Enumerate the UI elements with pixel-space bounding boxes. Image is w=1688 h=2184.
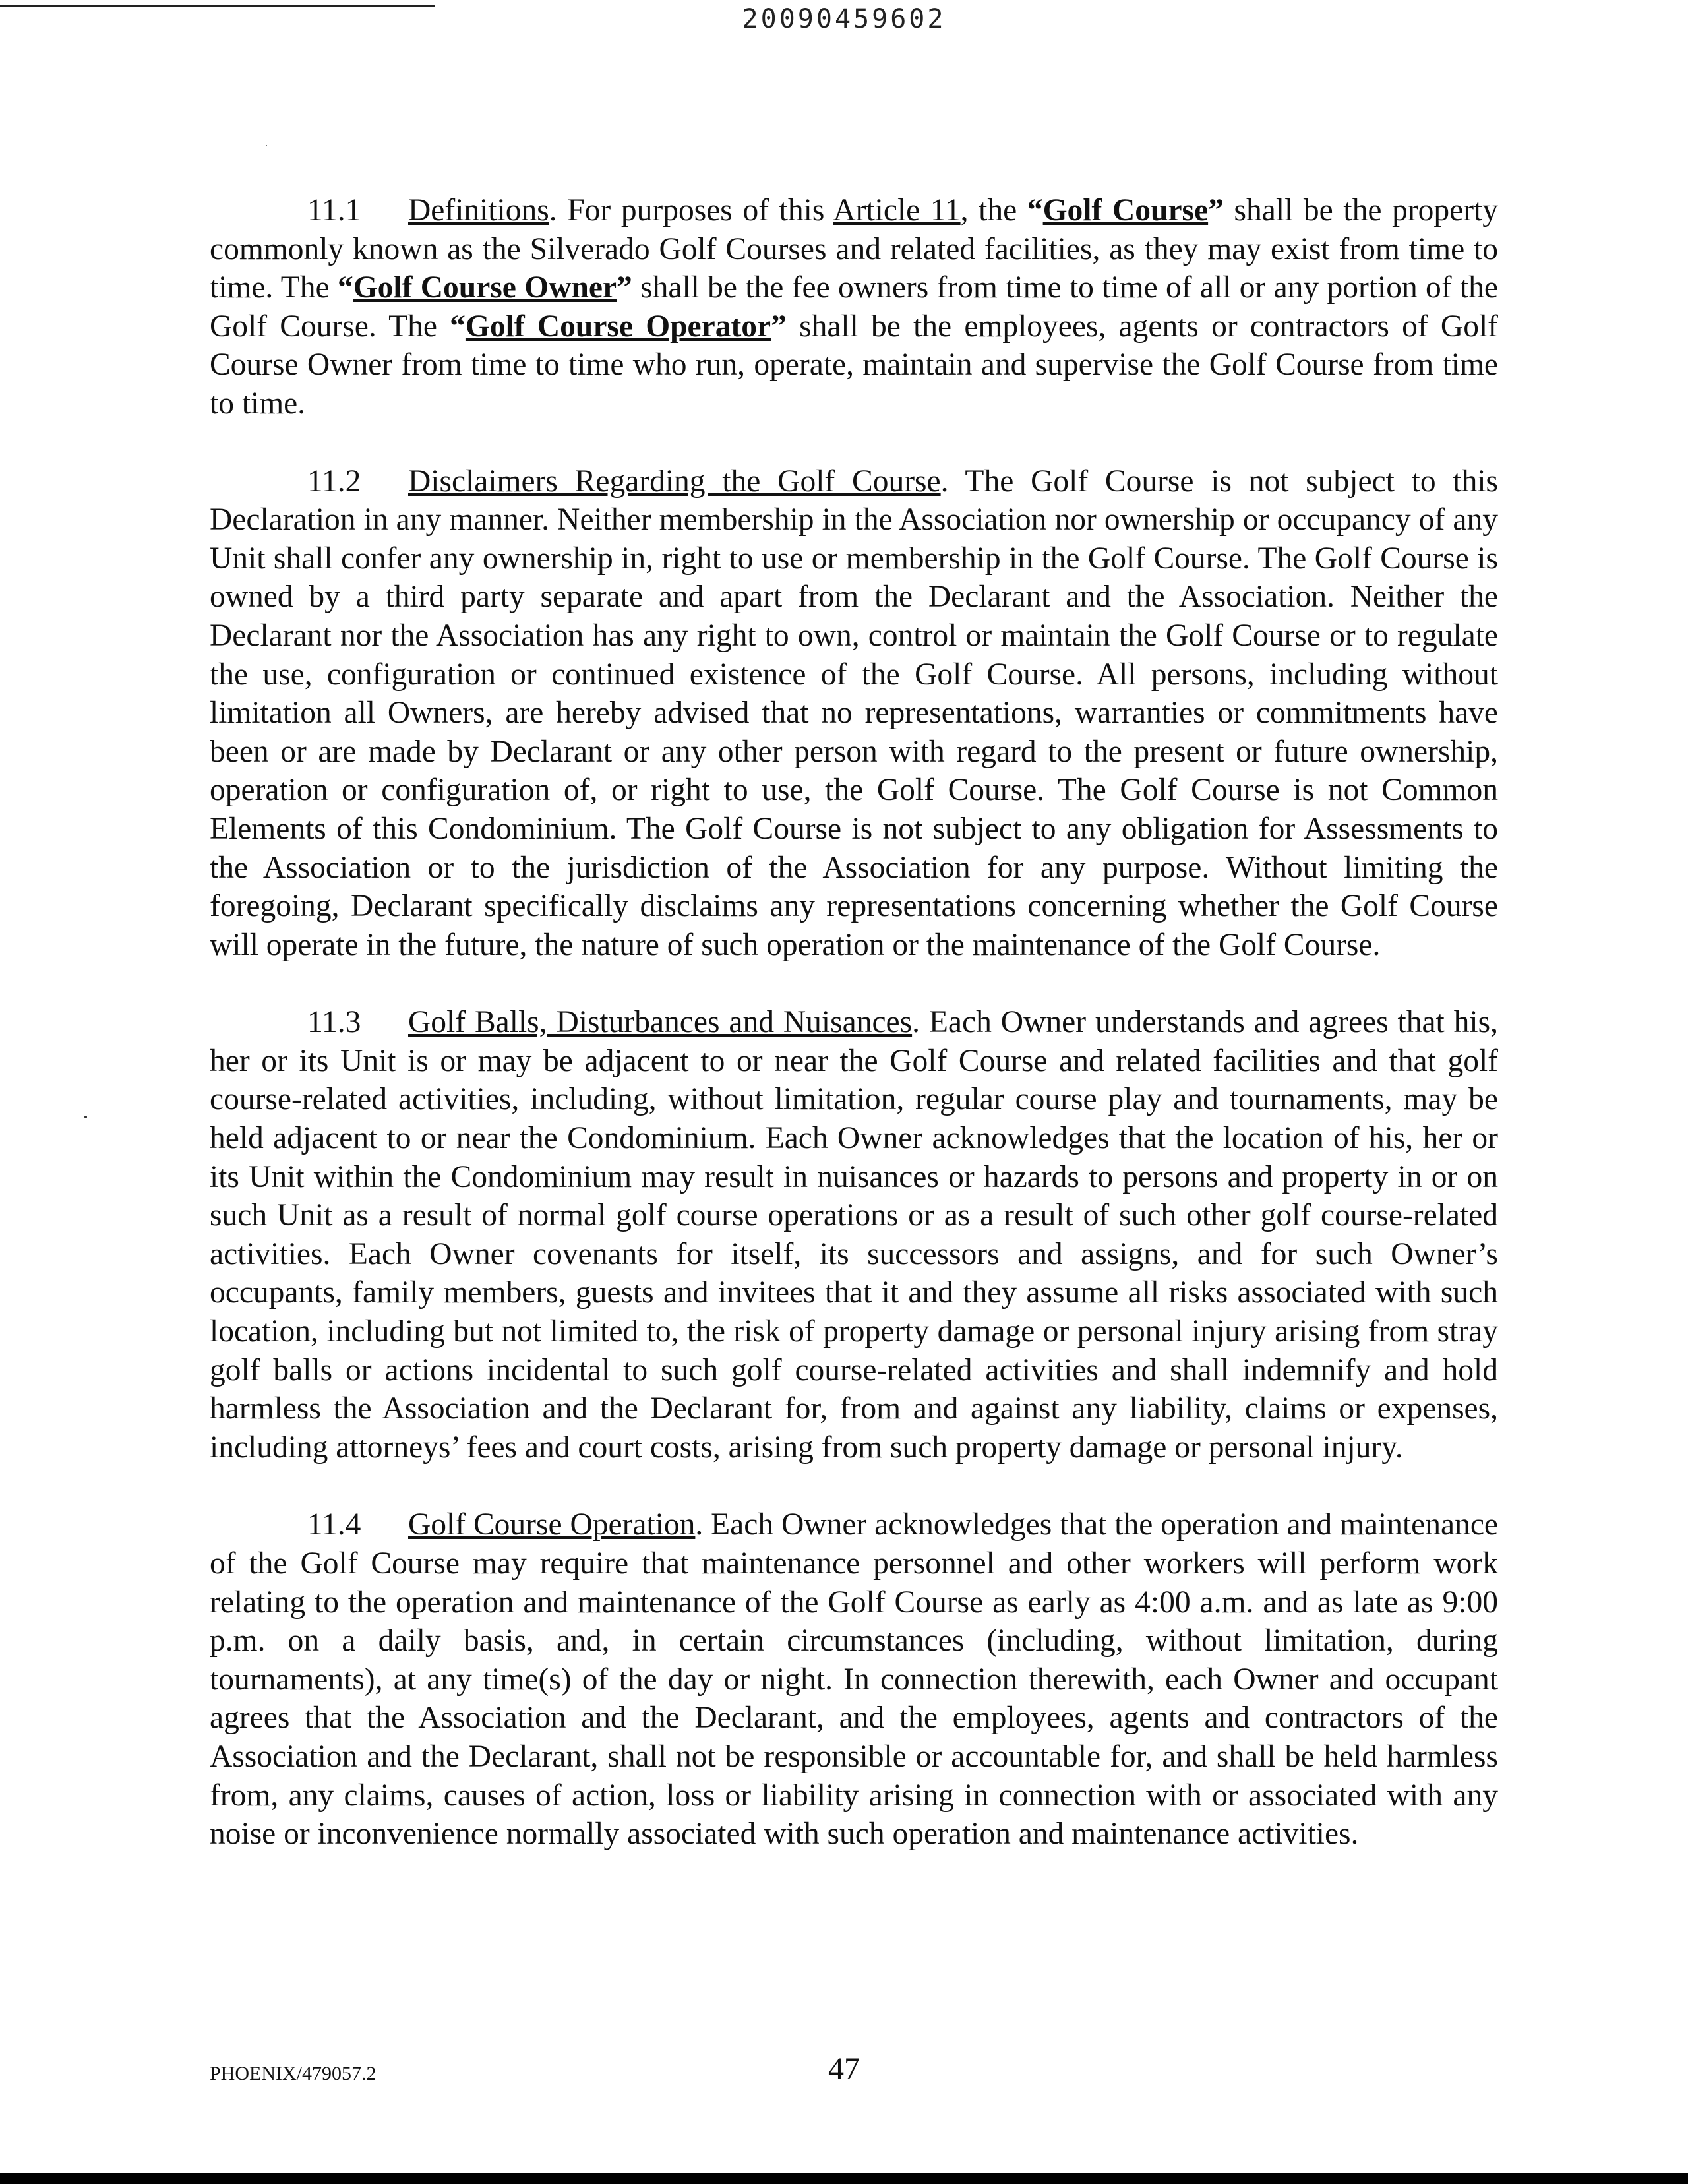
section-11-2 — [210, 462, 1498, 965]
quote-mark: ” — [771, 309, 787, 344]
document-number: 20090459602 — [742, 4, 946, 34]
defined-term-golf-course-operator: Golf Course Operator — [465, 309, 771, 344]
document-body — [210, 191, 1498, 1893]
section-title: Golf Course Operation — [408, 1507, 696, 1542]
section-number: 11.2 — [307, 464, 361, 499]
section-title: Disclaimers Regarding the Golf Course — [408, 464, 941, 499]
section-text: shall be the employees, agents or contractors of Golf Course Owner from time to time who run, operate, maintain and supervise the Golf Course from time to time. — [210, 309, 1498, 421]
section-11-3 — [210, 1003, 1498, 1467]
quote-mark: ” — [1208, 193, 1224, 228]
section-text: . Each Owner understands and agrees that his, her or its Unit is or may be adjacent to or near the Golf Course and related facilities and that golf course-related activities, including, without limitation, regular course play and tournaments, may be held adjacent to or near the Condominium. Each Owner acknowledges that the location of his, her or its Unit within the Condominium may result in nuisances or hazards to persons and property in or on such Unit as a result of normal golf course operations or as a result of such other golf course-related activities. Each Owner covenants for itself, its successors and assigns, and for such Owner’s occupants, family members, guests and invitees that it and they assume all risks associated with such location, including but not limited to, the risk of property damage or personal injury arising from stray golf balls or actions incidental to such golf course-related activities and shall indemnify and hold harmless the Association and the Declarant for, from and against any liability, claims or expenses, including attorneys’ fees and court costs, arising from such property damage or personal injury. — [210, 1005, 1498, 1465]
section-title: Golf Balls, Disturbances and Nuisances — [408, 1005, 913, 1040]
section-11-1 — [210, 191, 1498, 423]
page-number: 47 — [828, 2051, 860, 2086]
quote-mark: “ — [337, 270, 353, 305]
section-text: shall be the fee owners from time to time of all or any portion of the Golf Course. The — [210, 270, 1498, 344]
section-text: . For purposes of this — [549, 193, 833, 228]
quote-mark: “ — [450, 309, 466, 344]
footer-document-reference: PHOENIX/479057.2 — [210, 2063, 377, 2084]
section-number: 11.4 — [307, 1507, 361, 1542]
bottom-scan-edge — [0, 2173, 1688, 2184]
quote-mark: ” — [617, 270, 632, 305]
section-text: , the — [960, 193, 1027, 228]
section-number: 11.1 — [307, 193, 361, 228]
section-text: . The Golf Course is not subject to this Declaration in any manner. Neither membership in the Association nor ownership or occupancy of any Unit shall confer any ownership in, right to use or membership in the Golf Course. The Golf Course is owned by a third party separate and apart from the Declarant and the Association. Neither the Declarant nor the Association has any right to own, control or maintain the Golf Course or to regulate the use, configuration or continued existence of the Golf Course. All persons, including without limitation all Owners, are hereby advised that no representations, warranties or commitments have been or are made by Declarant or any other person with regard to the present or future ownership, operation or configuration of, or right to use, the Golf Course. The Golf Course is not Common Elements of this Condominium. The Golf Course is not subject to any obligation for Assessments to the Association or to the jurisdiction of the Association for any purpose. Without limiting the foregoing, Declarant specifically disclaims any representations concerning whether the Golf Course will operate in the future, the nature of such operation or the maintenance of the Golf Course. — [210, 464, 1498, 962]
section-number: 11.3 — [307, 1005, 361, 1040]
defined-term-golf-course: Golf Course — [1042, 193, 1209, 228]
quote-mark: “ — [1027, 193, 1043, 228]
article-reference: Article 11 — [833, 193, 961, 228]
section-text: . Each Owner acknowledges that the operation and maintenance of the Golf Course may require that maintenance personnel and other workers will perform work relating to the operation and maintenance of the Golf Course as early as 4:00 a.m. and as late as 9:00 p.m. on a daily basis, and, in certain circumstances (including, without limitation, during tournaments), at any time(s) of the day or night. In connection therewith, each Owner and occupant agrees that the Association and the Declarant, and the employees, agents and contractors of the Association and the Declarant, shall not be responsible or accountable for, and shall be held harmless from, any claims, causes of action, loss or liability arising in connection with or associated with any noise or inconvenience normally associated with such operation and maintenance activities. — [210, 1507, 1498, 1852]
scan-speck — [266, 145, 267, 146]
section-text: shall be the property commonly known as the Silverado Golf Courses and related facilities, as they may exist from time to time. The — [210, 193, 1498, 305]
section-11-4 — [210, 1505, 1498, 1853]
scan-speck — [84, 1116, 87, 1118]
section-title: Definitions — [408, 193, 549, 228]
defined-term-golf-course-owner: Golf Course Owner — [353, 270, 617, 305]
